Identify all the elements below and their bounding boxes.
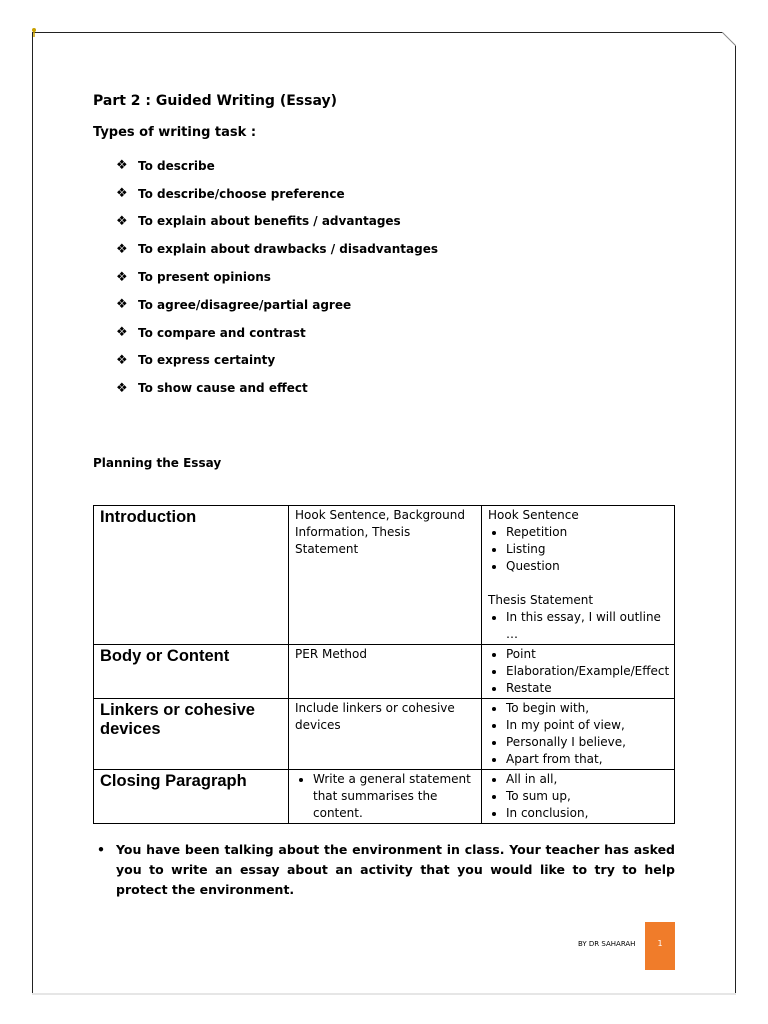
- row-description: Hook Sentence, Background Information, Thesis Statement: [289, 506, 482, 645]
- table-row: [94, 699, 675, 770]
- list-item: • Write a general statement that summarises the content.: [313, 771, 475, 822]
- diamond-bullet-icon: ❖: [116, 297, 128, 313]
- essay-plan-table: [93, 505, 675, 824]
- row-heading: Linkers or cohesive devices: [94, 699, 289, 770]
- page-number: 1: [657, 939, 663, 948]
- list-item: • In conclusion,: [506, 805, 668, 822]
- diamond-bullet-icon: ❖: [116, 269, 128, 285]
- list-item: • In my point of view,: [506, 717, 668, 734]
- row-heading: Introduction: [94, 506, 289, 645]
- row-heading: Closing Paragraph: [94, 770, 289, 824]
- prompt-text: You have been talking about the environment in class. Your teacher has asked you to write an essay about an activity that you would like to try to help protect the environment.: [116, 842, 675, 897]
- list-item: • Personally I believe,: [506, 734, 668, 751]
- list-item: ❖ To explain about drawbacks / disadvantages: [116, 241, 438, 257]
- bullet-icon: •: [97, 842, 105, 857]
- diamond-bullet-icon: ❖: [116, 325, 128, 341]
- row-examples: [482, 770, 675, 824]
- list-item: • Point: [506, 646, 668, 663]
- list-item: • All in all,: [506, 771, 668, 788]
- list-item: ❖ To compare and contrast: [116, 325, 306, 341]
- hook-list: [488, 524, 668, 575]
- footer-author: BY DR SAHARAH: [578, 940, 636, 948]
- list-item: • To begin with,: [506, 700, 668, 717]
- row-description: [289, 770, 482, 824]
- diamond-bullet-icon: ❖: [116, 241, 128, 257]
- row-description: Include linkers or cohesive devices: [289, 699, 482, 770]
- diamond-bullet-icon: ❖: [116, 158, 128, 174]
- page-title: Part 2 : Guided Writing (Essay): [93, 93, 337, 109]
- writing-task-list: [116, 152, 438, 402]
- list-item: • Repetition: [506, 524, 668, 541]
- essay-task-prompt: [93, 840, 675, 900]
- diamond-bullet-icon: ❖: [116, 213, 128, 229]
- row-heading: Body or Content: [94, 645, 289, 699]
- page-bottom-edge: [32, 993, 736, 995]
- list-item: ❖ To describe/choose preference: [116, 186, 345, 202]
- list-item: ❖ To present opinions: [116, 269, 271, 285]
- table-row: [94, 645, 675, 699]
- list-item: ❖ To agree/disagree/partial agree: [116, 297, 352, 313]
- planning-heading: Planning the Essay: [93, 456, 222, 470]
- row-description: PER Method: [289, 645, 482, 699]
- list-item: • Question: [506, 558, 668, 575]
- hook-label: Hook Sentence: [488, 508, 579, 522]
- table-row: [94, 506, 675, 645]
- types-heading: Types of writing task :: [93, 125, 257, 140]
- list-item: ❖ To explain about benefits / advantages: [116, 213, 401, 229]
- list-item: ❖ To show cause and effect: [116, 380, 308, 396]
- diamond-bullet-icon: ❖: [116, 352, 128, 368]
- thesis-label: Thesis Statement: [488, 593, 594, 607]
- page-number-badge: [645, 922, 675, 970]
- row-examples: [482, 699, 675, 770]
- list-item: • In this essay, I will outline …: [506, 609, 668, 643]
- list-item: ❖ To describe: [116, 158, 215, 174]
- thesis-list: [488, 609, 668, 643]
- list-item: • Elaboration/Example/Effect: [506, 663, 668, 680]
- page-fold-icon: [722, 32, 736, 46]
- diamond-bullet-icon: ❖: [116, 186, 128, 202]
- corner-anchor-icon: [30, 27, 38, 37]
- list-item: • Restate: [506, 680, 668, 697]
- list-item: ❖ To express certainty: [116, 352, 276, 368]
- diamond-bullet-icon: ❖: [116, 380, 128, 396]
- list-item: • To sum up,: [506, 788, 668, 805]
- list-item: • Apart from that,: [506, 751, 668, 768]
- list-item: • Listing: [506, 541, 668, 558]
- row-examples: [482, 506, 675, 645]
- table-row: [94, 770, 675, 824]
- row-examples: [482, 645, 675, 699]
